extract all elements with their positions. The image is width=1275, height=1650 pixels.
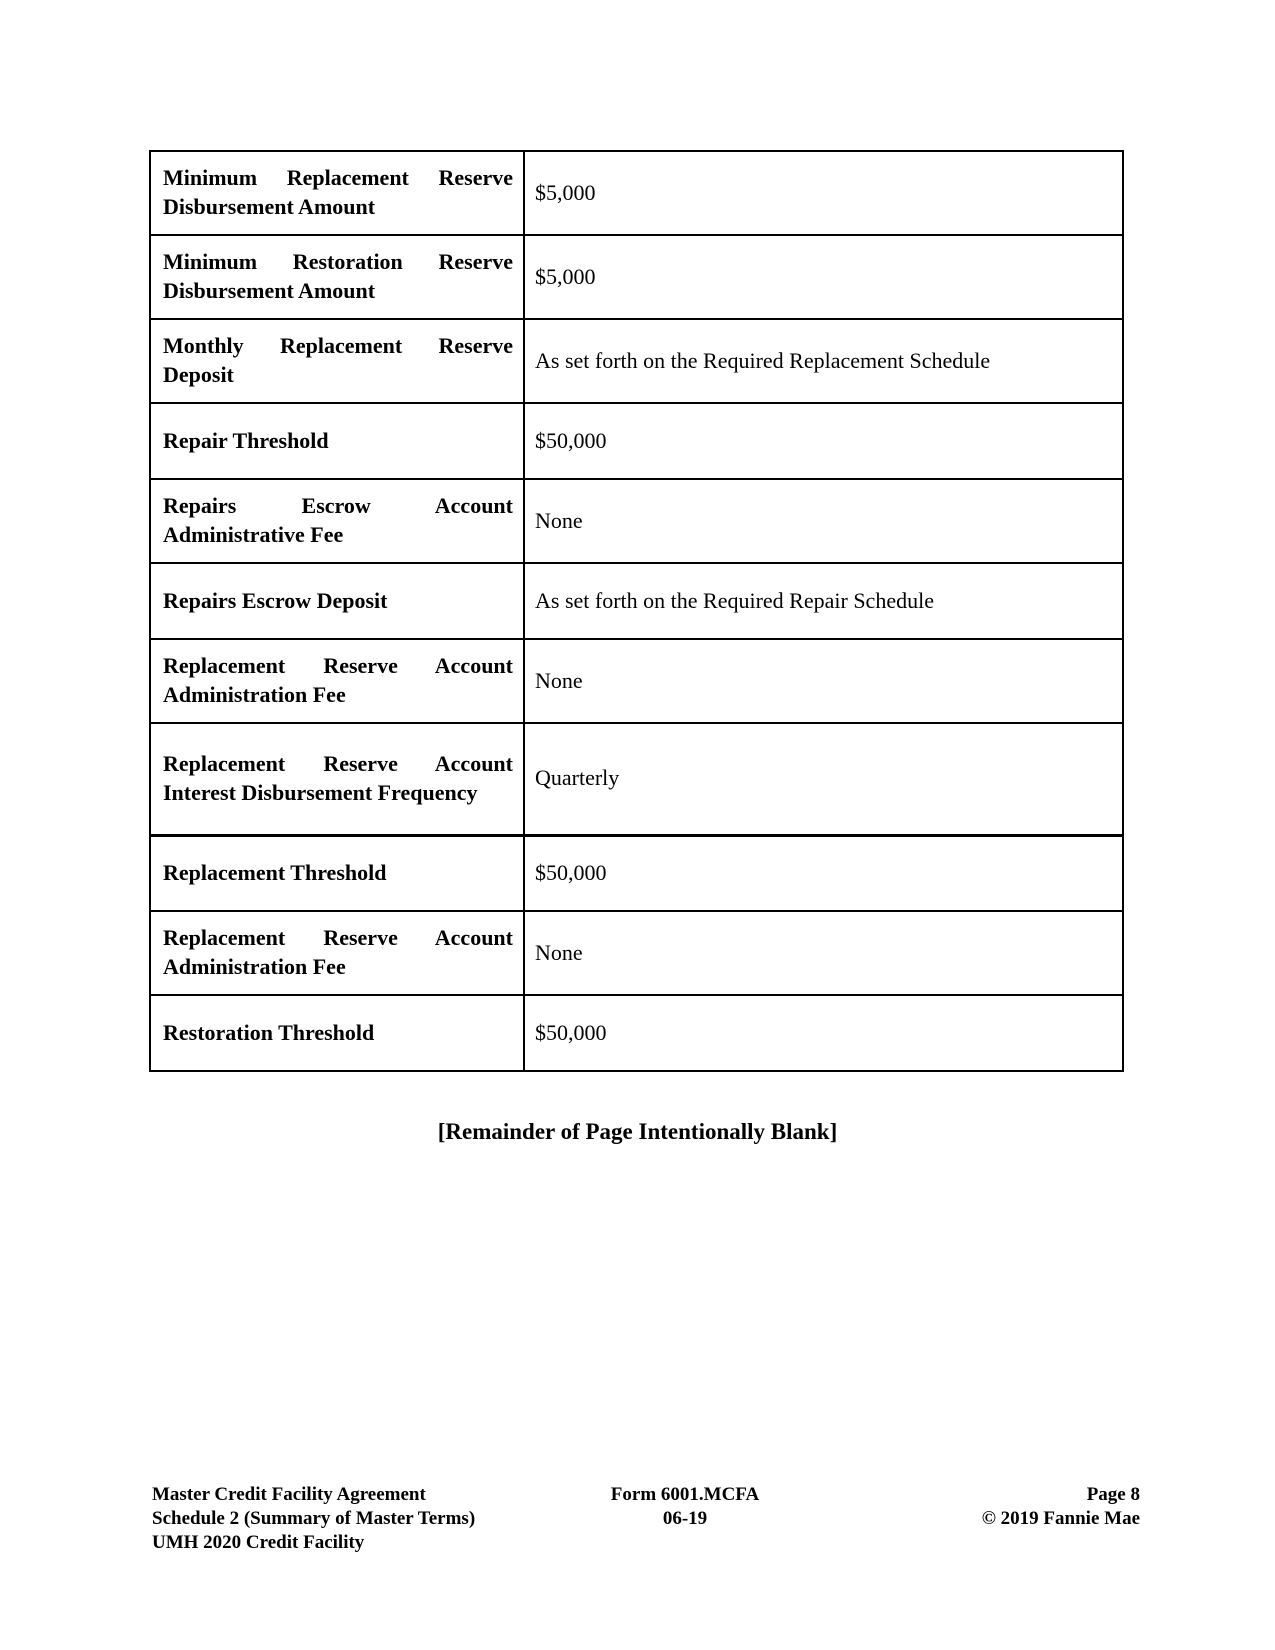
- term-label: Replacement Reserve Account Interest Disbursement Frequency: [150, 723, 524, 835]
- term-value: $5,000: [524, 151, 1123, 235]
- term-label: Restoration Threshold: [150, 995, 524, 1071]
- table-row: [150, 995, 1123, 1071]
- term-value: $50,000: [524, 995, 1123, 1071]
- footer-page-number: Page 8: [1086, 1484, 1140, 1505]
- term-value: $50,000: [524, 403, 1123, 479]
- term-label: Repairs Escrow Deposit: [150, 563, 524, 639]
- term-value: As set forth on the Required Replacement Schedule: [524, 319, 1123, 403]
- term-value: $50,000: [524, 835, 1123, 911]
- term-value: As set forth on the Required Repair Schedule: [524, 563, 1123, 639]
- footer-copyright: © 2019 Fannie Mae: [981, 1508, 1140, 1529]
- table-row: [150, 723, 1123, 835]
- table-row: [150, 639, 1123, 723]
- table-row: [150, 911, 1123, 995]
- term-value: $5,000: [524, 235, 1123, 319]
- term-label: Repairs Escrow Account Administrative Fee: [150, 479, 524, 563]
- term-label: Minimum Restoration Reserve Disbursement Amount: [150, 235, 524, 319]
- term-label: Replacement Reserve Account Administration Fee: [150, 911, 524, 995]
- term-label: Repair Threshold: [150, 403, 524, 479]
- footer-form-date: 06-19: [662, 1508, 708, 1529]
- table-row: [150, 479, 1123, 563]
- term-value: None: [524, 639, 1123, 723]
- term-label: Replacement Threshold: [150, 835, 524, 911]
- term-label: Monthly Replacement Reserve Deposit: [150, 319, 524, 403]
- footer-left: [152, 1483, 475, 1555]
- table-row: [150, 151, 1123, 235]
- remainder-blank-note: [Remainder of Page Intentionally Blank]: [437, 1119, 838, 1144]
- footer-facility-name: UMH 2020 Credit Facility: [152, 1532, 365, 1553]
- term-label: Minimum Replacement Reserve Disbursement Amount: [150, 151, 524, 235]
- master-terms-table: [149, 150, 1124, 1072]
- table-row: [150, 319, 1123, 403]
- term-value: None: [524, 911, 1123, 995]
- term-value: None: [524, 479, 1123, 563]
- footer-form-number: Form 6001.MCFA: [610, 1484, 760, 1505]
- footer-schedule-title: Schedule 2 (Summary of Master Terms): [152, 1508, 476, 1529]
- footer-agreement-title: Master Credit Facility Agreement: [152, 1484, 426, 1505]
- footer-right: [900, 1483, 1140, 1531]
- table-row: [150, 403, 1123, 479]
- table-row: [150, 235, 1123, 319]
- table-row: [150, 835, 1123, 911]
- table-row: [150, 563, 1123, 639]
- term-label: Replacement Reserve Account Administration Fee: [150, 639, 524, 723]
- footer-center: [560, 1483, 810, 1531]
- term-value: Quarterly: [524, 723, 1123, 835]
